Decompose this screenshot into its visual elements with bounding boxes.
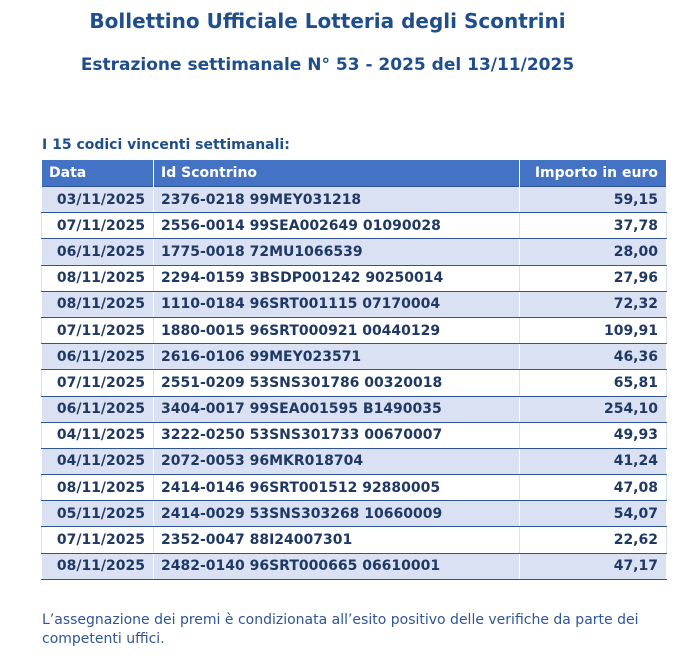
cell-date: 07/11/2025: [42, 317, 154, 343]
cell-amount: 46,36: [520, 344, 667, 370]
cell-id: 1775-0018 72MU1066539: [154, 239, 520, 265]
cell-id: 2482-0140 96SRT000665 06610001: [154, 553, 520, 579]
section-label: I 15 codici vincenti settimanali:: [42, 137, 290, 153]
cell-id: 2556-0014 99SEA002649 01090028: [154, 213, 520, 239]
cell-amount: 37,78: [520, 213, 667, 239]
cell-date: 08/11/2025: [42, 553, 154, 579]
table-row: [42, 527, 667, 553]
cell-id: 3404-0017 99SEA001595 B1490035: [154, 396, 520, 422]
cell-date: 08/11/2025: [42, 291, 154, 317]
cell-date: 08/11/2025: [42, 265, 154, 291]
column-header-amount: Importo in euro: [520, 160, 667, 187]
table-row: [42, 317, 667, 343]
cell-amount: 28,00: [520, 239, 667, 265]
cell-id: 2072-0053 96MKR018704: [154, 448, 520, 474]
column-header-id: Id Scontrino: [154, 160, 520, 187]
cell-date: 07/11/2025: [42, 370, 154, 396]
cell-id: 2294-0159 3BSDP001242 90250014: [154, 265, 520, 291]
cell-id: 2414-0146 96SRT001512 92880005: [154, 475, 520, 501]
cell-id: 2616-0106 99MEY023571: [154, 344, 520, 370]
cell-date: 08/11/2025: [42, 475, 154, 501]
cell-id: 1880-0015 96SRT000921 00440129: [154, 317, 520, 343]
footnote: L’assegnazione dei premi è condizionata all’esito positivo delle verifiche da parte dei competenti uffici.: [42, 612, 639, 647]
cell-date: 06/11/2025: [42, 344, 154, 370]
table-row: [42, 475, 667, 501]
cell-id: 1110-0184 96SRT001115 07170004: [154, 291, 520, 317]
cell-amount: 47,08: [520, 475, 667, 501]
cell-amount: 22,62: [520, 527, 667, 553]
cell-amount: 65,81: [520, 370, 667, 396]
cell-id: 2376-0218 99MEY031218: [154, 187, 520, 213]
table-row: [42, 396, 667, 422]
cell-amount: 59,15: [520, 187, 667, 213]
table-row: [42, 501, 667, 527]
table-row: [42, 213, 667, 239]
table-row: [42, 239, 667, 265]
cell-amount: 109,91: [520, 317, 667, 343]
table-row: [42, 553, 667, 579]
cell-date: 05/11/2025: [42, 501, 154, 527]
cell-date: 04/11/2025: [42, 448, 154, 474]
cell-date: 06/11/2025: [42, 396, 154, 422]
cell-id: 2414-0029 53SNS303268 10660009: [154, 501, 520, 527]
column-header-date: Data: [42, 160, 154, 187]
cell-amount: 47,17: [520, 553, 667, 579]
cell-id: 2551-0209 53SNS301786 00320018: [154, 370, 520, 396]
cell-amount: 27,96: [520, 265, 667, 291]
table-row: [42, 422, 667, 448]
cell-amount: 49,93: [520, 422, 667, 448]
table-row: [42, 265, 667, 291]
cell-amount: 41,24: [520, 448, 667, 474]
table-row: [42, 448, 667, 474]
cell-date: 04/11/2025: [42, 422, 154, 448]
cell-amount: 72,32: [520, 291, 667, 317]
table-row: [42, 187, 667, 213]
cell-id: 3222-0250 53SNS301733 00670007: [154, 422, 520, 448]
winning-codes-table: [41, 159, 667, 580]
table-row: [42, 370, 667, 396]
table-row: [42, 344, 667, 370]
cell-date: 03/11/2025: [42, 187, 154, 213]
cell-amount: 254,10: [520, 396, 667, 422]
table-row: [42, 291, 667, 317]
cell-date: 06/11/2025: [42, 239, 154, 265]
cell-amount: 54,07: [520, 501, 667, 527]
table-header-row: [42, 160, 667, 187]
page-subtitle: Estrazione settimanale N° 53 - 2025 del 13/11/2025: [80, 55, 575, 75]
cell-date: 07/11/2025: [42, 213, 154, 239]
cell-date: 07/11/2025: [42, 527, 154, 553]
cell-id: 2352-0047 88I24007301: [154, 527, 520, 553]
page-title: Bollettino Ufficiale Lotteria degli Scontrini: [89, 9, 566, 33]
